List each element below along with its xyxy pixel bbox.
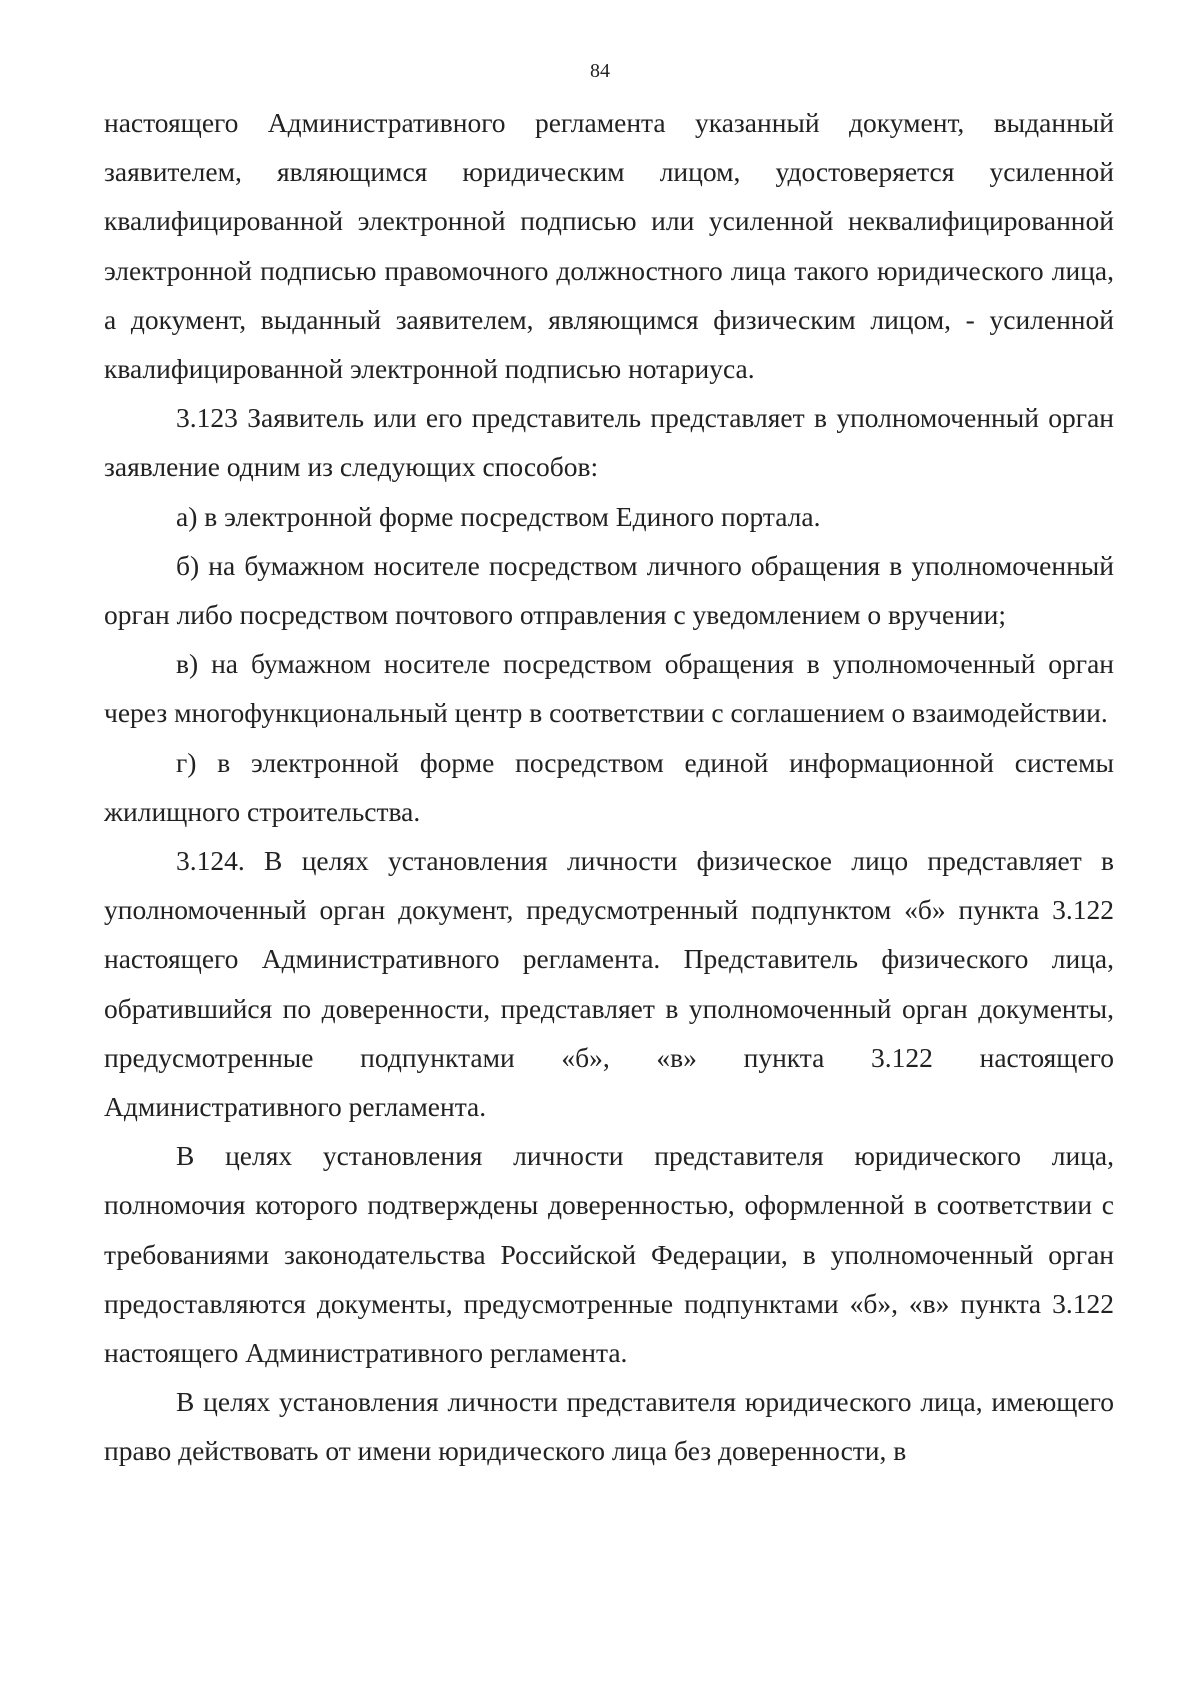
- paragraph-item-a: а) в электронной форме посредством Единого портала.: [176, 500, 821, 532]
- document-body: [104, 98, 1114, 1476]
- paragraph-3-124: 3.124. В целях установления личности физическое лицо представляет в уполномоченный орган документ, предусмотренный подпунктом «б» пункта 3.122 настоящего Административного регламента. Представитель физического лица, обратившийся по доверенности, представляет в уполномоченный орган документы, предусмотренные подпунктами «б», «в» пункта 3.122 настоящего Административного регламента.: [104, 845, 1114, 1123]
- paragraph-continuation: настоящего Административного регламента указанный документ, выданный заявителем, являющимся юридическим лицом, удостоверяется усиленной квалифицированной электронной подписью или усиленной неквалифицированной электронной подписью правомочного должностного лица такого юридического лица, а документ, выданный заявителем, являющимся физическим лицом, - усиленной квалифицированной электронной подписью нотариуса.: [104, 107, 1114, 385]
- paragraph-item-g: г) в электронной форме посредством единой информационной системы жилищного строительства.: [104, 746, 1114, 827]
- paragraph-item-b: б) на бумажном носителе посредством личного обращения в уполномоченный орган либо посредством почтового отправления с уведомлением о вручении;: [104, 549, 1114, 631]
- paragraph-representative-by-proxy: В целях установления личности представителя юридического лица, полномочия которого подтверждены доверенностью, оформленной в соответствии с требованиями законодательства Российской Федерации, в уполномоченный орган предоставляются документы, предусмотренные подпунктами «б», «в» пункта 3.122 настоящего Административного регламента.: [104, 1140, 1114, 1369]
- paragraph-item-v: в) на бумажном носителе посредством обращения в уполномоченный орган через многофункциональный центр в соответствии с соглашением о взаимодействии.: [104, 648, 1114, 729]
- paragraph-3-123: 3.123 Заявитель или его представитель представляет в уполномоченный орган заявление одним из следующих способов:: [104, 402, 1114, 483]
- page-number: 84: [590, 60, 610, 82]
- paragraph-representative-without-proxy: В целях установления личности представителя юридического лица, имеющего право действовать от имени юридического лица без доверенности, в: [104, 1386, 1114, 1467]
